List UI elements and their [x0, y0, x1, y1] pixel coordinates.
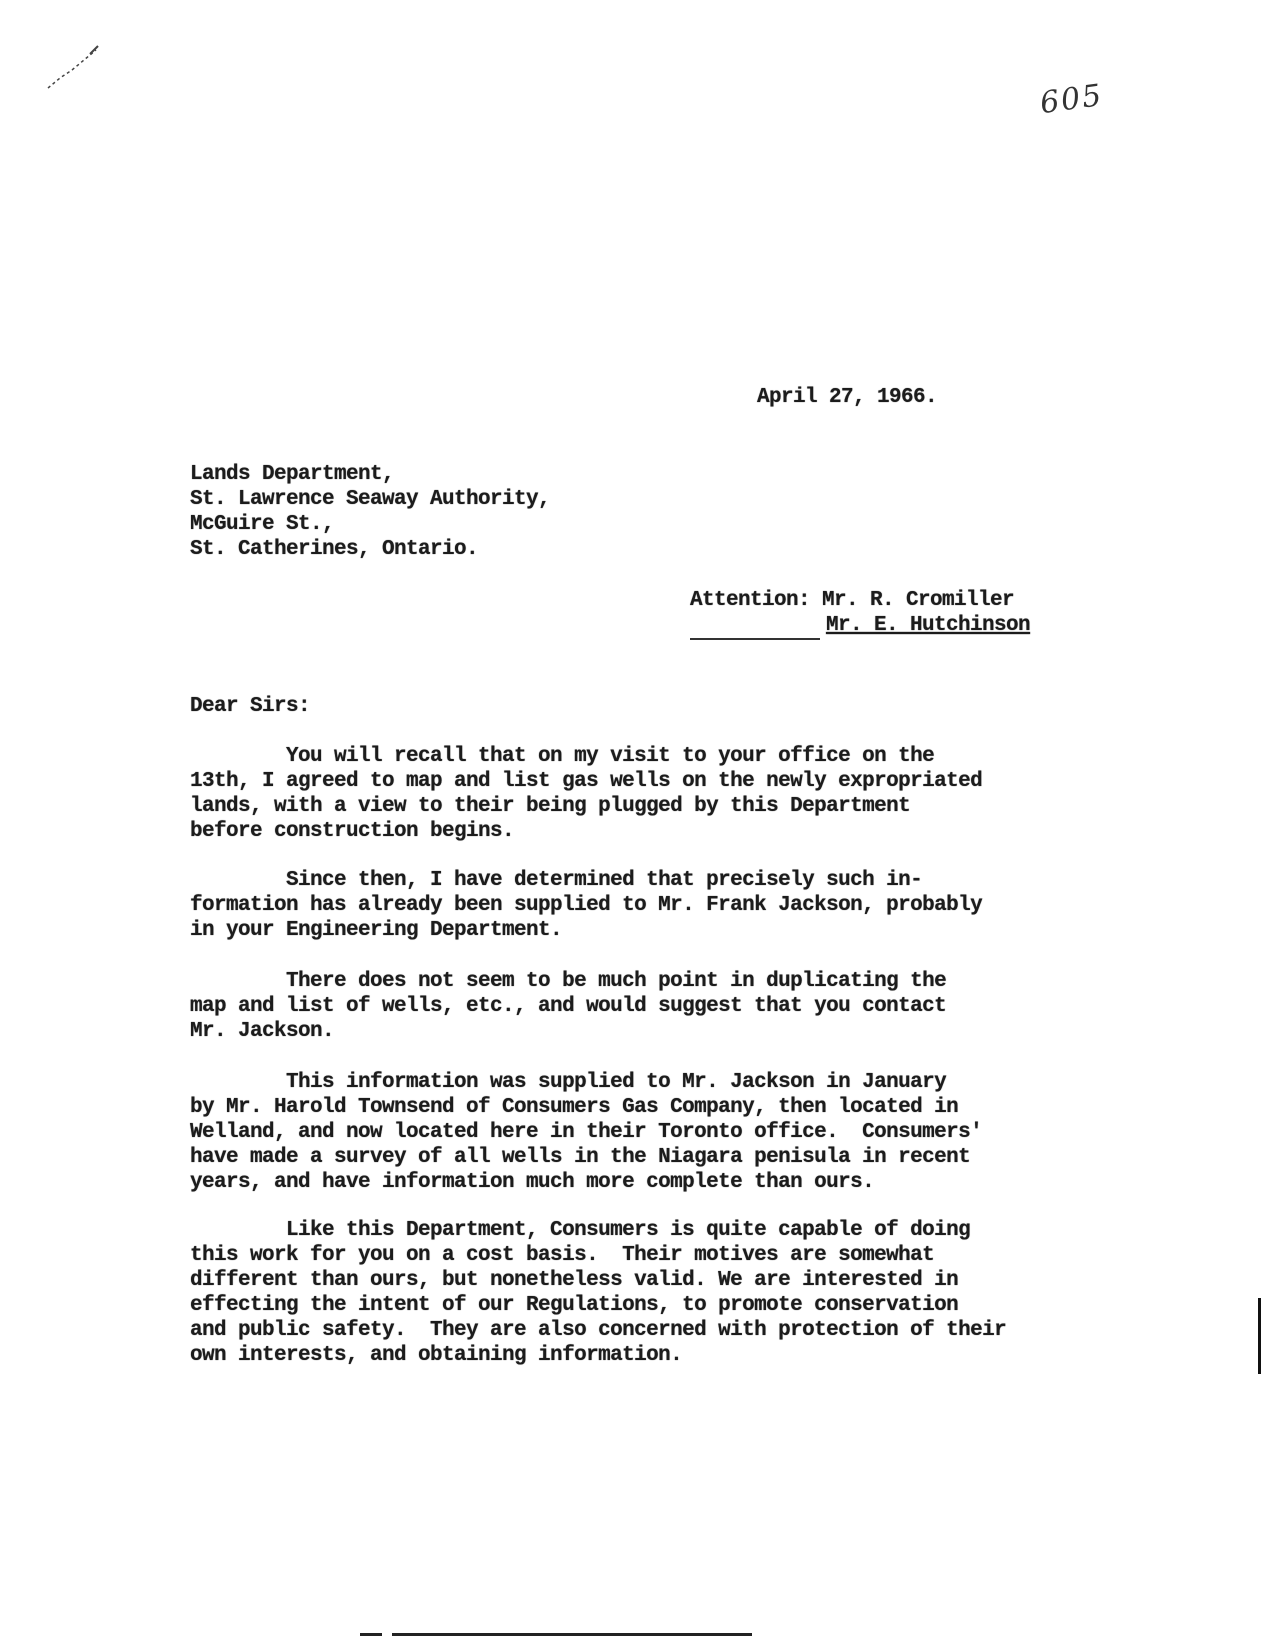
paragraph-line: You will recall that on my visit to your office on the [190, 745, 935, 768]
paragraph-1 [190, 744, 982, 844]
letter-date: April 27, 1966. [757, 386, 938, 409]
address-line: St. Catherines, Ontario. [190, 538, 479, 561]
paragraph-line: Since then, I have determined that precisely such in- [190, 869, 923, 892]
address-line: Lands Department, [190, 463, 395, 486]
paragraph-line: Like this Department, Consumers is quite capable of doing [190, 1219, 971, 1242]
paragraph-line: own interests, and obtaining information. [190, 1344, 683, 1367]
paragraph-line: this work for you on a cost basis. Their motives are somewhat [190, 1244, 935, 1267]
paragraph-line: before construction begins. [190, 820, 515, 843]
address-line: McGuire St., [190, 513, 335, 536]
paragraph-line: years, and have information much more complete than ours. [190, 1171, 875, 1194]
paragraph-3 [190, 969, 946, 1044]
paragraph-line: and public safety. They are also concerned with protection of their [190, 1319, 1007, 1342]
bottom-rule-long [392, 1633, 752, 1636]
paragraph-line: by Mr. Harold Townsend of Consumers Gas Company, then located in [190, 1096, 959, 1119]
attention-underline [690, 638, 820, 640]
paragraph-line: have made a survey of all wells in the Niagara penisula in recent [190, 1146, 971, 1169]
paragraph-line: There does not seem to be much point in duplicating the [190, 970, 947, 993]
attention-line-1: Attention: Mr. R. Cromiller [690, 589, 1015, 612]
margin-scan-mark [1258, 1298, 1261, 1374]
address-line: St. Lawrence Seaway Authority, [190, 488, 551, 511]
paragraph-line: Welland, and now located here in their Toronto office. Consumers' [190, 1121, 983, 1144]
paragraph-line: 13th, I agreed to map and list gas wells on the newly expropriated [190, 770, 983, 793]
paragraph-line: Mr. Jackson. [190, 1020, 335, 1043]
corner-pen-mark [40, 40, 110, 100]
bottom-rule-short [360, 1633, 382, 1636]
handwritten-page-number: 605 [1037, 77, 1106, 122]
paragraph-4 [190, 1070, 982, 1195]
paragraph-5 [190, 1218, 1006, 1368]
paragraph-line: formation has already been supplied to Mr. Frank Jackson, probably [190, 894, 983, 917]
paragraph-line: different than ours, but nonetheless valid. We are interested in [190, 1269, 959, 1292]
attention-line-2: Mr. E. Hutchinson [826, 614, 1031, 637]
paragraph-line: lands, with a view to their being plugged by this Department [190, 795, 911, 818]
paragraph-line: This information was supplied to Mr. Jackson in January [190, 1071, 947, 1094]
paragraph-line: effecting the intent of our Regulations, to promote conservation [190, 1294, 959, 1317]
paragraph-line: map and list of wells, etc., and would suggest that you contact [190, 995, 947, 1018]
salutation: Dear Sirs: [190, 695, 311, 718]
paragraph-line: in your Engineering Department. [190, 919, 563, 942]
paragraph-2 [190, 868, 982, 943]
